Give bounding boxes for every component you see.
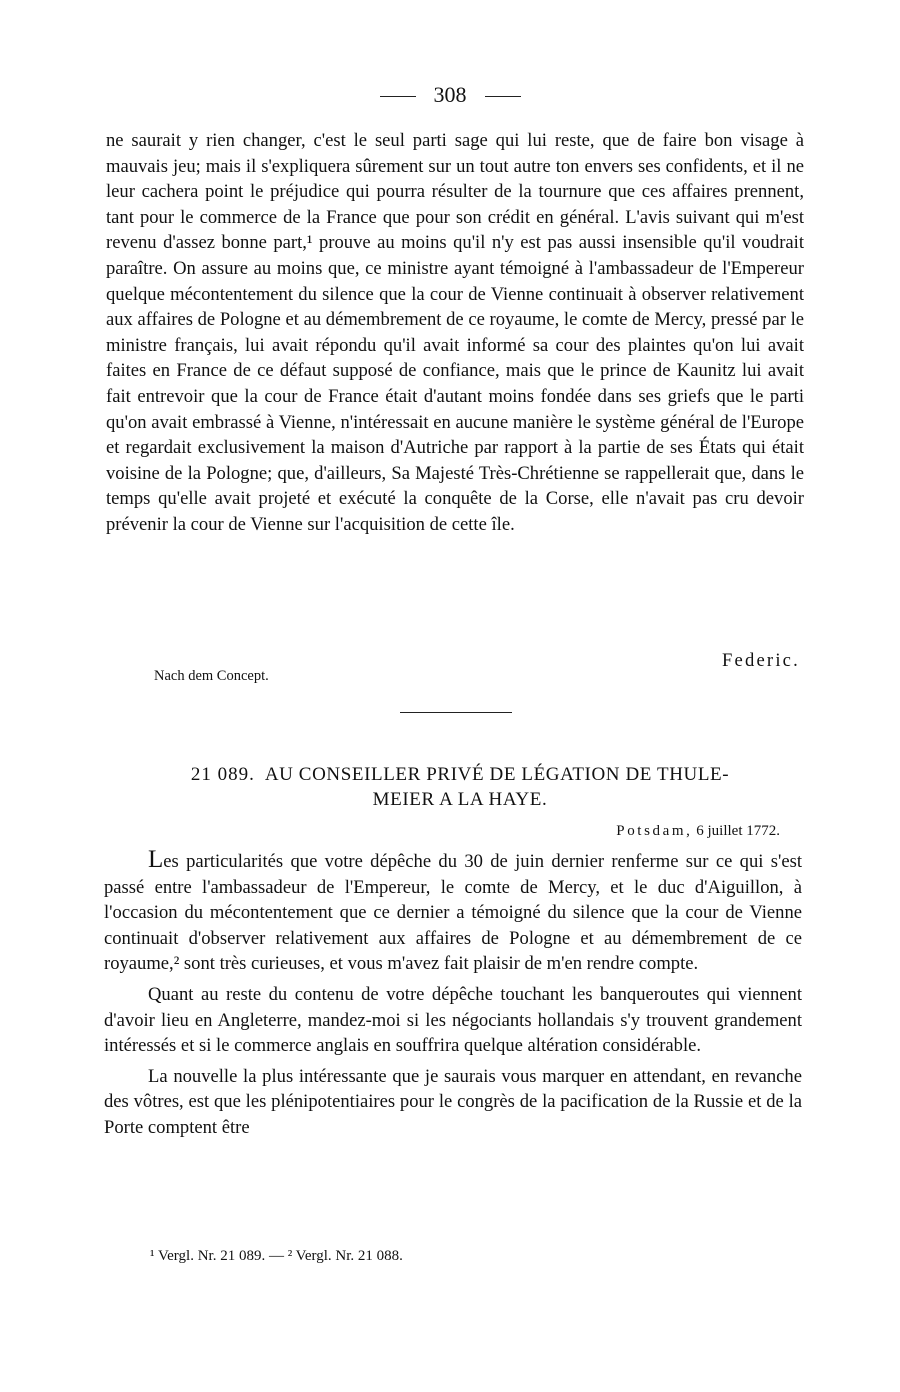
letter-body — [104, 847, 802, 1141]
page-number — [0, 80, 900, 110]
footnotes: ¹ Vergl. Nr. 21 089. — ² Vergl. Nr. 21 088. — [150, 1248, 403, 1264]
section-separator — [400, 712, 512, 713]
letter-paragraph-2: Quant au reste du contenu de votre dépêche touchant les banqueroutes qui viennent d'avoir lieu en Angleterre, mandez-moi si les négociants hollandais s'y trouvent grandement intéressés et si le commerce anglais en souffrira quelque altération considérable. — [104, 983, 802, 1057]
letter-paragraph-3: La nouvelle la plus intéressante que je saurais vous marquer en attendant, en revanche des vôtres, est que les plénipotentiaires pour le congrès de la pacification de la Russie et de la Porte comptent être — [104, 1065, 802, 1138]
continued-paragraph: ne saurait y rien changer, c'est le seul parti sage qui lui reste, que de faire bon visage à mauvais jeu; mais il s'expliquera sûrement sur un tout autre ton envers ses confidents, et il ne leur cachera point le préjudice qui pourra résulter de la tournure que ces affaires prennent, tant pour le commerce de la France que pour son crédit en général. L'avis suivant qui m'est revenu d'assez bonne part,¹ prouve au moins qu'il n'y est pas aussi insensible qu'il voudrait paraître. On assure au moins que, ce ministre ayant témoigné à l'ambassadeur de l'Empereur quelque mécontentement du silence que la cour de Vienne continuait à observer relativement aux affaires de Pologne et au démembrement de ce royaume, le comte de Mercy, pressé par le ministre français, lui avait répondu qu'il avait informé sa cour des plaintes qu'on lui avait faites en France de ce défaut supposé de confiance, mais que le prince de Kaunitz lui avait fait entrevoir que la cour de France était d'autant moins fondée dans ses griefs que le parti qu'on avait embrassé à Vienne, n'intéressait en aucune manière le système général de l'Europe et regardait exclusivement la maison d'Autriche par rapport à la partie de ses États qui était voisine de la Pologne; que, d'ailleurs, Sa Majesté Très-Chrétienne se rappellerait que, dans le temps qu'elle avait projeté et exécuté la conquête de la Corse, elle n'avait pas cru devoir prévenir la cour de Vienne sur l'acquisition de cette île. — [106, 130, 804, 535]
letter-paragraph-1 — [104, 847, 802, 977]
letter-title-line-2: MEIER A LA HAYE. — [372, 789, 548, 810]
letter-number: 21 089. — [190, 764, 255, 785]
initial-letter: L — [148, 846, 164, 873]
dateline — [616, 820, 780, 842]
dateline-date: 6 juillet 1772. — [696, 823, 780, 839]
page-number-right-rule — [485, 96, 521, 97]
letter-paragraph-1-text: es particularités que votre dépêche du 30 de juin dernier renferme sur ce qui s'est passé entre l'ambassadeur de l'Empereur, le comte de Mercy, et le duc d'Aiguillon, à l'occasion du mécontentement que ce dernier a témoigné du silence que la cour de Vienne continuait d'observer relativement aux affaires de Pologne et au démembrement de ce royaume,² sont très curieuses, et vous m'avez fait plaisir de m'en rendre compte. — [104, 851, 802, 975]
letter-title-line-1: AU CONSEILLER PRIVÉ DE LÉGATION DE THULE- — [264, 764, 730, 785]
signature: Federic. — [721, 650, 800, 671]
source-note: Nach dem Concept. — [154, 668, 269, 684]
dateline-place: Potsdam, — [616, 823, 693, 839]
letter-heading — [110, 762, 810, 812]
letter-heading-line-1 — [110, 762, 810, 787]
page-number-text: 308 — [433, 82, 467, 107]
page-number-left-rule — [380, 96, 416, 97]
